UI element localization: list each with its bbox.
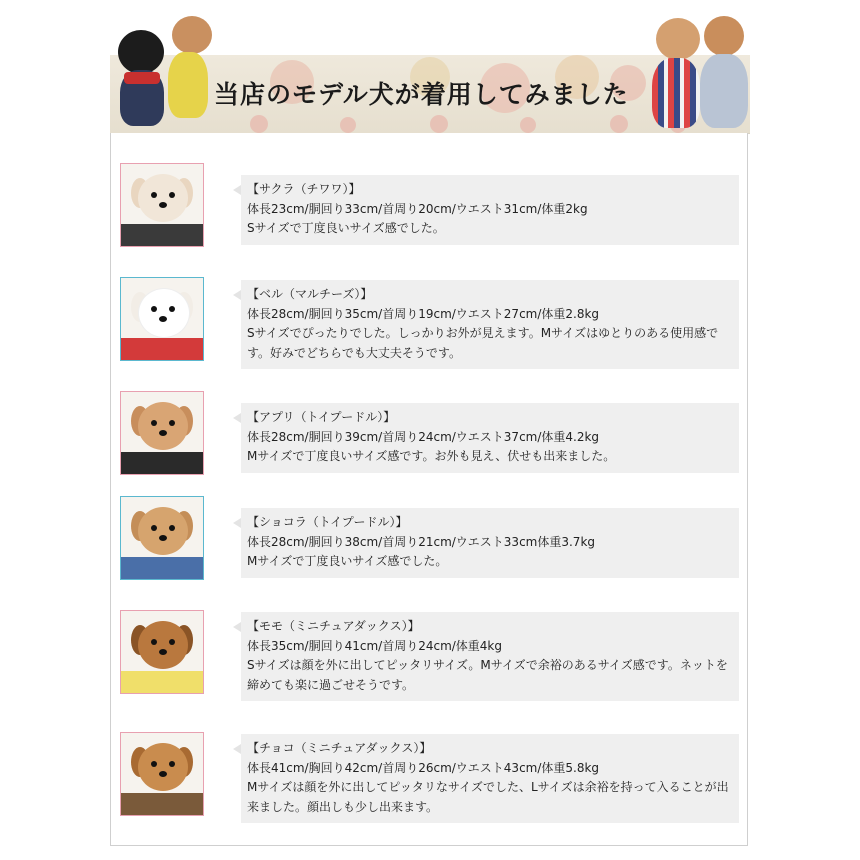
banner-dog-apricot-poodle-dress (700, 14, 748, 134)
dog-entry (120, 163, 740, 249)
banner-dog-apricot-poodle-right (650, 18, 704, 132)
dog-photo (120, 277, 204, 361)
dog-entry (120, 610, 740, 696)
dog-comment: Sサイズは顔を外に出してピッタリサイズ。Mサイズで余裕のあるサイズ感です。ネットを締めても楽に過ごせそうです。 (247, 658, 728, 692)
dog-entry (120, 732, 740, 818)
dog-info-bubble (241, 280, 739, 369)
dog-comment: Mサイズで丁度良いサイズ感でした。 (247, 554, 448, 568)
dog-info-bubble (241, 734, 739, 823)
dog-photo (120, 163, 204, 247)
banner-title: 当店のモデル犬が着用してみました (214, 80, 629, 109)
dog-name: 【チョコ（ミニチュアダックス）】 (247, 741, 432, 755)
banner-dog-apricot-poodle-left (164, 16, 214, 126)
dog-measurements: 体長23cm/胴回り33cm/首周り20cm/ウエスト31cm/体重2kg (247, 201, 588, 216)
dog-photo (120, 391, 204, 475)
dog-entry (120, 391, 740, 477)
dog-entry (120, 496, 740, 582)
dog-measurements: 体長35cm/胴回り41cm/首周り24cm/体重4kg (247, 638, 503, 653)
dog-name: 【ベル（マルチーズ）】 (247, 287, 373, 301)
dog-measurements: 体長28cm/胴回り39cm/首周り24cm/ウエスト37cm/体重4.2kg (247, 429, 600, 444)
dog-photo (120, 732, 204, 816)
dog-photo (120, 496, 204, 580)
dog-info-bubble (241, 403, 739, 473)
dog-measurements: 体長41cm/胸回り42cm/首周り26cm/ウエスト43cm/体重5.8kg (247, 760, 600, 775)
dog-name: 【ショコラ（トイプードル）】 (247, 515, 408, 529)
dog-comment: Sサイズで丁度良いサイズ感でした。 (247, 221, 445, 235)
dog-info-bubble (241, 612, 739, 701)
dog-info-bubble (241, 508, 739, 578)
dog-photo (120, 610, 204, 694)
dog-comment: Mサイズは顔を外に出してピッタリなサイズでした、Lサイズは余裕を持って入ることが出来ました。顔出しも少し出来ます。 (247, 780, 729, 814)
dog-measurements: 体長28cm/胴回り38cm/首周り21cm/ウエスト33cm体重3.7kg (247, 534, 596, 549)
dog-comment: Sサイズでぴったりでした。しっかりお外が見えます。Mサイズはゆとりのある使用感です。好みでどちらでも大丈夫そうです。 (247, 326, 719, 360)
dog-name: 【モモ（ミニチュアダックス）】 (247, 619, 420, 633)
dog-comment: Mサイズで丁度良いサイズ感です。お外も見え、伏せも出来ました。 (247, 449, 616, 463)
dog-info-bubble (241, 175, 739, 245)
banner-dog-black-poodle (114, 26, 170, 132)
dog-name: 【サクラ（チワワ）】 (247, 182, 361, 196)
dog-measurements: 体長28cm/胴回り35cm/首周り19cm/ウエスト27cm/体重2.8kg (247, 306, 600, 321)
dog-name: 【アプリ（トイプードル）】 (247, 410, 396, 424)
dog-entry (120, 277, 740, 363)
